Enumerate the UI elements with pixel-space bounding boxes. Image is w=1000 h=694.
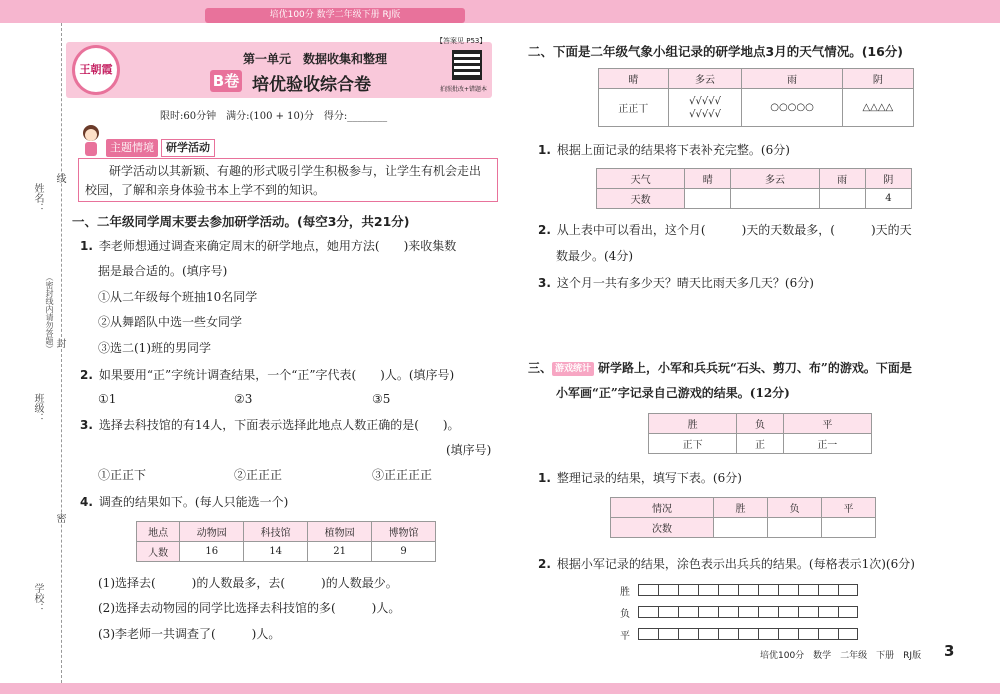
part3-prefix: 三、 [528,361,553,375]
q2-opt1: ①1 [98,392,117,406]
top-bar: 培优100分 数学二年级下册 RJ版 [205,8,465,23]
grid-label-win: 胜 [620,587,630,598]
name-label: 姓名： [32,183,43,213]
gc-th-1: 胜 [714,498,768,518]
publisher-logo: 王朝霞 [72,45,120,95]
part1-title: 一、二年级同学周末要去参加研学活动。(每空3分，共21分) [72,214,410,229]
gc-th-0: 情况 [611,498,714,518]
theme-intro: 研学活动以其新颖、有趣的形式吸引学生积极参与，让学生有机会走出校园，了解和亲身体验书本上学不到的知识。 [78,158,498,202]
p2-q2-num: 2. [538,223,551,237]
qr-caption: 拍照批改+错题本 [440,86,488,93]
q4-td-3: 21 [308,542,372,562]
wd-th-4: 阴 [865,169,911,189]
p3-q1-num: 1. [538,471,551,485]
paper-title: 培优验收综合卷 [252,75,371,95]
p3-q2-num: 2. [538,557,551,571]
mark-xian: 线 [54,173,65,183]
binding-strip [0,23,65,683]
q4-td-0: 人数 [137,542,180,562]
q1-num: 1. [80,239,93,253]
gc-th-2: 负 [768,498,822,518]
q2-line1-text: 如果要用“正”字统计调查结果，一个“正”字代表( )人。(填序号) [98,368,455,382]
q2-opt2: ②3 [234,392,253,406]
gc-td-3[interactable] [821,518,875,538]
p2-q3-text: 这个月一共有多少天？晴天比雨天多几天？(6分) [556,276,814,290]
school-label: 学校： [32,583,43,613]
gc-td-1[interactable] [714,518,768,538]
q3-opt2: ②正正正 [234,468,283,482]
game-count-table [610,497,876,538]
class-label: 班级： [32,393,43,423]
p2-q2-line2: 数最少。(4分) [556,249,633,263]
wr-td-3: △△△△ [842,89,913,127]
q1-opt3: ③选二(1)班的男同学 [98,341,211,355]
answer-reference: 【答案见 P53】 [436,37,487,45]
q4-th-0: 地点 [137,522,180,542]
part3-line2: 小军画“正”字记录自己游戏的结果。(12分) [556,386,790,400]
p2-q1-text: 根据上面记录的结果将下表补充完整。(6分) [556,143,790,157]
gc-td-0: 次数 [611,518,714,538]
unit-title: 第一单元 数据收集和整理 [242,52,387,66]
q4-td-4: 9 [372,542,436,562]
q2-num: 2. [80,368,93,382]
q3-line1-text: 选择去科技馆的有14人，下面表示选择此地点人数正确的是( )。 [98,418,460,432]
q4-s3: (3)李老师一共调查了( )人。 [98,627,281,641]
grid-row-draw[interactable] [638,628,858,640]
p3-q1-text: 整理记录的结果，填写下表。(6分) [556,471,742,485]
q4-th-2: 科技馆 [244,522,308,542]
gr-td-1: 正 [737,434,783,454]
grid-row-lose[interactable] [638,606,858,618]
grid-row-win[interactable] [638,584,858,596]
wd-th-3: 雨 [819,169,865,189]
q4-s1: (1)选择去( )的人数最多，去( )的人数最少。 [98,576,398,590]
p3-q1 [538,470,742,486]
q4-th-1: 动物园 [180,522,244,542]
p2-q2-line1-text: 从上表中可以看出，这个月( )天的天数最多，( )天的天 [556,223,912,237]
wd-td-3[interactable] [819,189,865,209]
part3-badge: 游戏统计 [552,362,594,376]
footer: 培优100分 数学 二年级 下册 RJ版 [760,651,922,661]
p2-q2-line1 [538,222,912,238]
wr-th-2: 雨 [742,69,842,89]
q1-opt1: ①从二年级每个班抽10名同学 [98,290,258,304]
girl-avatar-icon [78,122,104,160]
q4-th-3: 植物园 [308,522,372,542]
gr-th-2: 平 [783,414,871,434]
q4-td-1: 16 [180,542,244,562]
p3-q2-text: 根据小军记录的结果，涂色表示出兵兵的结果。(每格表示1次)(6分) [556,557,915,571]
wr-th-3: 阴 [842,69,913,89]
q4-th-4: 博物馆 [372,522,436,542]
part2-title: 二、下面是二年级气象小组记录的研学地点3月的天气情况。(16分) [528,44,904,59]
gr-th-1: 负 [737,414,783,434]
wr-td-0: 正正丅 [599,89,669,127]
q2-line1 [80,367,454,383]
wd-th-2: 多云 [731,169,819,189]
p2-q3 [538,275,814,291]
theme-tag: 主题情境 [106,139,158,157]
p2-q1 [538,142,790,158]
q4-td-2: 14 [244,542,308,562]
wd-th-1: 晴 [685,169,731,189]
gc-td-2[interactable] [768,518,822,538]
p2-q3-num: 3. [538,276,551,290]
q3-line1 [80,417,460,433]
seal-note: （密封线内请勿答题） [45,273,54,353]
gr-td-2: 正一 [783,434,871,454]
q4-line1 [80,494,288,510]
qr-code-icon[interactable] [452,50,482,80]
grid-label-draw: 平 [620,631,630,642]
p3-q2 [538,556,915,572]
wr-td-2: ○○○○○ [742,89,842,127]
q4-num: 4. [80,495,93,509]
q4-line1-text: 调查的结果如下。(每人只能选一个) [98,495,289,509]
p2-q1-num: 1. [538,143,551,157]
q3-line2: (填序号) [446,443,492,457]
q3-opt3: ③正正正正 [372,468,433,482]
q1-line2: 据是最合适的。(填序号) [98,264,228,278]
q4-table [136,521,436,562]
q3-num: 3. [80,418,93,432]
q1-line1-text: 李老师想通过调查来确定周末的研学地点，她用方法( )来收集数 [98,239,457,253]
weather-days-table [596,168,912,209]
wr-th-1: 多云 [668,69,742,89]
gc-th-3: 平 [821,498,875,518]
gr-th-0: 胜 [649,414,737,434]
wd-th-0: 天气 [597,169,685,189]
game-record-table [648,413,872,454]
wd-td-1[interactable] [685,189,731,209]
paper-badge: B卷 [210,70,242,92]
part3-line1 [528,360,912,376]
q4-s2: (2)选择去动物园的同学比选择去科技馆的多( )人。 [98,601,401,615]
exam-meta: 限时:60分钟 满分:(100 + 10)分 得分:________ [160,111,388,122]
page-number: 3 [944,642,955,660]
wd-td-2[interactable] [731,189,819,209]
weather-record-table [598,68,914,127]
q2-opt3: ③5 [372,392,391,406]
wr-td-1: √√√√√ √√√√√ [668,89,742,127]
mark-feng: 封 [54,338,65,348]
q1-line1 [80,238,456,254]
gr-td-0: 正下 [649,434,737,454]
theme-name: 研学活动 [161,139,215,157]
part3-line1-text: 研学路上，小军和兵兵玩“石头、剪刀、布”的游戏。下面是 [598,361,912,375]
q1-opt2: ②从舞蹈队中选一些女同学 [98,315,243,329]
q3-opt1: ①正正下 [98,468,147,482]
wd-td-0: 天数 [597,189,685,209]
wr-th-0: 晴 [599,69,669,89]
mark-mi: 密 [54,513,65,523]
grid-label-lose: 负 [620,609,630,620]
wd-td-4: 4 [865,189,911,209]
